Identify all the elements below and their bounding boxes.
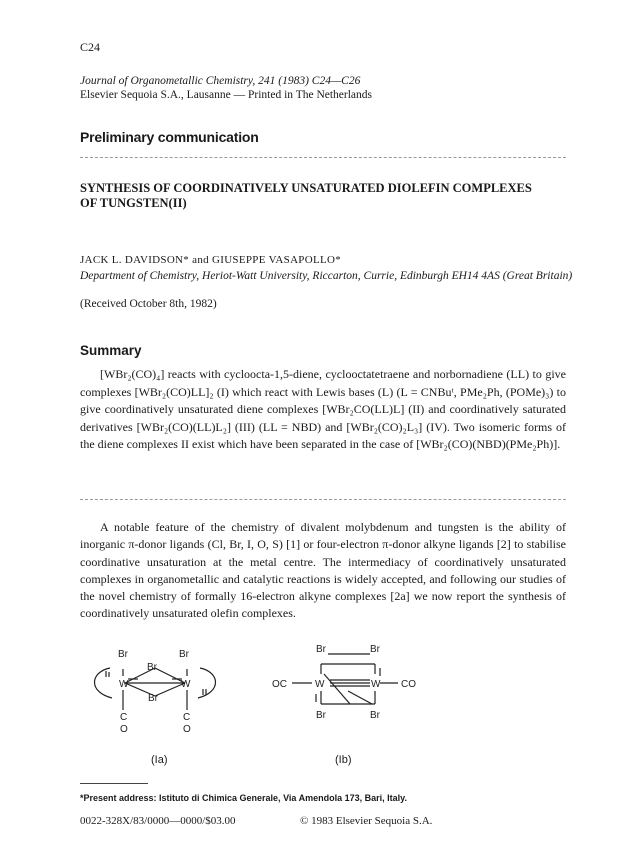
atom-br: Br — [370, 644, 380, 655]
atom-c: C — [120, 712, 128, 723]
structure-figure — [80, 646, 500, 756]
journal-citation: Journal of Organometallic Chemistry, 241 (1983) C24—C26 — [80, 75, 361, 87]
atom-o: O — [183, 724, 191, 735]
article-type: Preliminary communication — [80, 129, 259, 145]
atom-br: Br — [147, 662, 157, 673]
atom-o: O — [120, 724, 128, 735]
article-title: SYNTHESIS OF COORDINATIVELY UNSATURATED DIOLEFIN COMPLEXES OF TUNGSTEN(II) — [80, 181, 532, 210]
figure-label-ib: (Ib) — [335, 754, 352, 766]
copyright: © 1983 Elsevier Sequoia S.A. — [300, 815, 433, 827]
divider — [80, 157, 566, 158]
summary-heading: Summary — [80, 343, 142, 358]
atom-br: Br — [316, 644, 326, 655]
figure-label-ia: (Ia) — [151, 754, 168, 766]
atom-co: CO — [401, 679, 416, 690]
atom-br: Br — [179, 649, 189, 660]
atom-br: Br — [118, 649, 128, 660]
summary-text: [WBr₂(CO)₄] reacts with cycloocta-1,5-diene, cyclooctatetraene and norbornadiene (LL) to give complexes [WBr₂(CO)LL]₂ (I) which react with Lewis bases (L) (L = CNBuᵗ, PMe₂Ph, (POMe)₃) to give coordinatively unsaturated diene complexes [WBr₂CO(LL)L] (II) and coordinatively saturated derivatives [WBr₂(CO)(LL)L₂] (III) (LL = NBD) and [WBr₂(CO)₂L₃] (IV). Two isomeric forms of the diene complexes II exist which have been separated in the case of [WBr₂(CO)(NBD)(PMe₂Ph)]. — [80, 367, 566, 452]
atom-w: W — [315, 679, 325, 690]
divider — [80, 499, 566, 500]
atom-c: C — [183, 712, 191, 723]
structure-ib — [292, 654, 398, 704]
footnote: *Present address: Istituto di Chimica Generale, Via Amendola 173, Bari, Italy. — [80, 793, 407, 803]
journal-publisher: Elsevier Sequoia S.A., Lausanne — Printed in The Netherlands — [80, 89, 373, 101]
authors: JACK L. DAVIDSON* and GIUSEPPE VASAPOLLO* — [80, 254, 342, 266]
issn-price: 0022-328X/83/0000—0000/$03.00 — [80, 815, 236, 827]
footnote-divider — [80, 783, 148, 784]
atom-br: Br — [316, 710, 326, 721]
page-number: C24 — [80, 40, 101, 54]
intro-paragraph: A notable feature of the chemistry of divalent molybdenum and tungsten is the ability of inorganic π-donor ligands (Cl, Br, I, O, S) [1] or four-electron π-donor alkyne ligands [2] to stabilise coordinative unsaturation at the metal centre. The intermediacy of coordinatively unsaturated complexes in organometallic and catalytic reactions is widely accepted, and following our studies of the novel chemistry of formally 16-electron alkyne complexes [2a] we now report the synthesis of coordinatively unsaturated olefin complexes. — [80, 520, 566, 621]
atom-w: W — [119, 679, 129, 690]
journal-info — [80, 74, 372, 102]
atom-br: Br — [370, 710, 380, 721]
atom-w: W — [371, 679, 381, 690]
atom-w: W — [181, 679, 191, 690]
affiliation: Department of Chemistry, Heriot-Watt University, Riccarton, Currie, Edinburgh EH14 4AS (Great Britain) — [80, 270, 573, 282]
atom-br: Br — [148, 693, 158, 704]
atom-oc: OC — [272, 679, 287, 690]
received-date: (Received October 8th, 1982) — [80, 298, 217, 310]
